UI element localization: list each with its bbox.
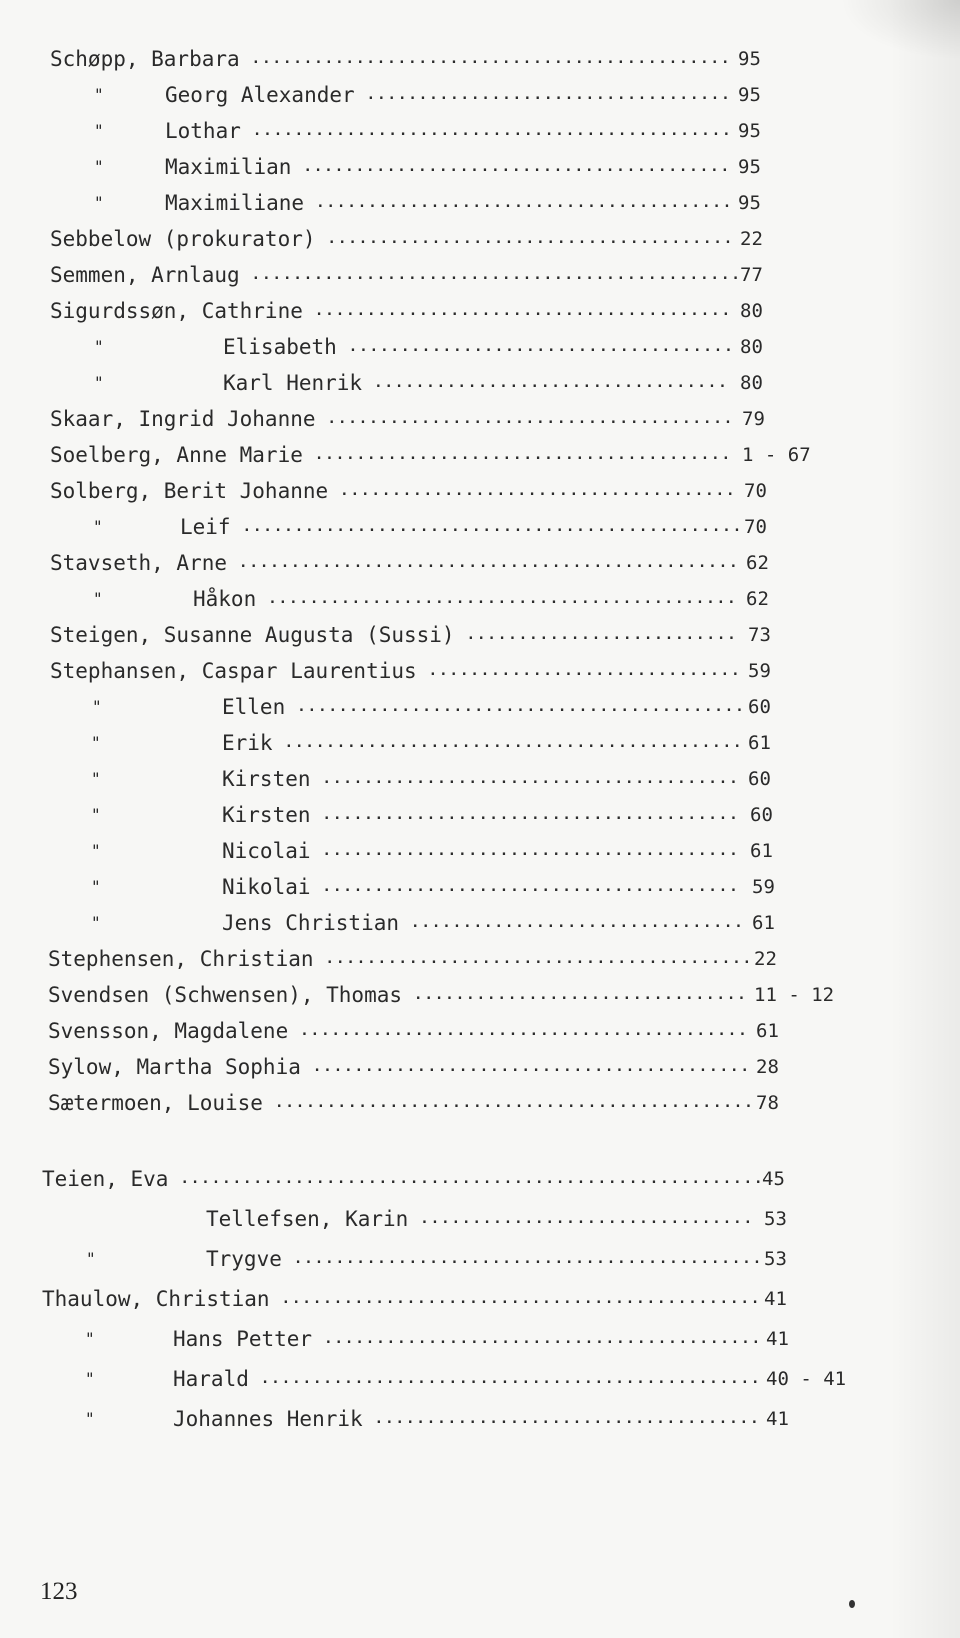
ditto-mark: " (85, 1369, 95, 1388)
entry-name: Ellen (222, 695, 286, 719)
entry-page-reference: 40 - 41 (766, 1368, 847, 1390)
entry-name: Sigurdssøn, Cathrine (50, 299, 303, 323)
entry-page-reference: 60 (748, 696, 771, 718)
dot-leader: ................................................ (260, 1371, 762, 1387)
dot-leader: ........................................ (314, 447, 733, 463)
entry-name: Maximiliane (165, 191, 305, 215)
dot-leader: ........................................ (322, 843, 740, 859)
dot-leader: ................................... (366, 87, 732, 103)
dot-leader: .......................................... (324, 1331, 763, 1347)
dot-leader: ........................................................ (180, 1171, 765, 1187)
entry-name: Skaar, Ingrid Johanne (50, 407, 316, 431)
index-entry (0, 440, 960, 470)
index-entry (0, 224, 960, 254)
index-entry (0, 1404, 960, 1434)
entry-name: Svensson, Magdalene (48, 1019, 289, 1043)
ditto-mark: " (91, 877, 101, 896)
entry-page-reference: 61 (756, 1020, 779, 1042)
ditto-mark: " (92, 697, 102, 716)
entry-name: Soelberg, Anne Marie (50, 443, 303, 467)
dot-leader: ............................................ (284, 735, 744, 751)
entry-name: Schøpp, Barbara (50, 47, 240, 71)
dot-leader: ............................................... (251, 267, 742, 283)
entry-page-reference: 60 (750, 804, 773, 826)
entry-page-reference: 61 (748, 732, 771, 754)
dot-leader: .............................................. (274, 1095, 755, 1111)
index-entry (0, 1324, 960, 1354)
entry-name: Svendsen (Schwensen), Thomas (48, 983, 403, 1007)
ditto-mark: " (91, 733, 101, 752)
dot-leader: ............................................. (293, 1251, 764, 1267)
entry-page-reference: 61 (750, 840, 773, 862)
entry-name: Sylow, Martha Sophia (48, 1055, 301, 1079)
entry-page-reference: 80 (740, 336, 763, 358)
index-entry (0, 872, 960, 902)
entry-name: Harald (173, 1367, 249, 1391)
dot-leader: ........................................ (322, 879, 740, 895)
ditto-mark: " (91, 841, 101, 860)
entry-page-reference: 77 (740, 264, 763, 286)
dot-leader: ................................ (414, 987, 748, 1003)
index-entry (0, 1244, 960, 1274)
index-entry (0, 512, 960, 542)
entry-name: Johannes Henrik (173, 1407, 363, 1431)
index-entry (0, 260, 960, 290)
index-entry (0, 980, 960, 1010)
entry-name: Jens Christian (222, 911, 400, 935)
dot-leader: .............................................. (281, 1291, 762, 1307)
index-entry (0, 764, 960, 794)
entry-page-reference: 53 (764, 1248, 787, 1270)
index-entry (0, 296, 960, 326)
entry-name: Hans Petter (173, 1327, 313, 1351)
entry-name: Lothar (165, 119, 241, 143)
entry-page-reference: 11 - 12 (754, 984, 835, 1006)
entry-page-reference: 53 (764, 1208, 787, 1230)
dot-leader: ........................................ (322, 771, 740, 787)
dot-leader: ......................................... (303, 159, 732, 175)
dot-leader: ................................ (420, 1211, 755, 1227)
dot-leader: ...................................... (340, 483, 737, 499)
entry-page-reference: 70 (744, 480, 767, 502)
entry-name: Stephansen, Caspar Laurentius (50, 659, 417, 683)
page-number: 123 (40, 1578, 78, 1605)
dot-leader: ......................................... (325, 951, 754, 967)
index-entry (0, 1204, 960, 1234)
index-entry (0, 188, 960, 218)
index-entry (0, 800, 960, 830)
dot-leader: ........................................... (300, 1023, 749, 1039)
entry-name: Tellefsen, Karin (206, 1207, 409, 1231)
index-entry (0, 728, 960, 758)
ditto-mark: " (93, 517, 103, 536)
index-entry (0, 1088, 960, 1118)
index-entry (0, 836, 960, 866)
index-entry (0, 404, 960, 434)
entry-name: Stephensen, Christian (48, 947, 314, 971)
ditto-mark: " (85, 1409, 95, 1428)
entry-name: Kirsten (222, 767, 311, 791)
index-entry (0, 908, 960, 938)
dot-leader: .............................................. (251, 51, 732, 67)
entry-page-reference: 22 (754, 948, 777, 970)
index-entry (0, 368, 960, 398)
entry-page-reference: 80 (740, 300, 763, 322)
dot-leader: ..................................... (374, 1411, 761, 1427)
entry-page-reference: 41 (764, 1288, 787, 1310)
entry-name: Teien, Eva (42, 1167, 169, 1191)
index-entry (0, 80, 960, 110)
entry-name: Georg Alexander (165, 83, 355, 107)
ditto-mark: " (91, 913, 101, 932)
entry-page-reference: 62 (746, 552, 769, 574)
ditto-mark: " (94, 157, 104, 176)
dot-leader: ........................................ (314, 303, 733, 319)
entry-page-reference: 22 (740, 228, 763, 250)
entry-name: Håkon (193, 587, 257, 611)
entry-page-reference: 45 (762, 1168, 785, 1190)
index-entry (0, 584, 960, 614)
index-entry (0, 944, 960, 974)
entry-name: Elisabeth (223, 335, 337, 359)
dot-leader: .......................... (466, 627, 738, 643)
dot-leader: ..................................... (348, 339, 735, 355)
entry-page-reference: 61 (752, 912, 775, 934)
index-entry (0, 620, 960, 650)
entry-name: Thaulow, Christian (42, 1287, 270, 1311)
entry-name: Stavseth, Arne (50, 551, 228, 575)
ditto-mark: " (94, 85, 104, 104)
dot-leader: ............................................. (268, 591, 738, 607)
ditto-mark: " (86, 1249, 96, 1268)
ink-mark (849, 1600, 855, 1608)
entry-page-reference: 95 (738, 156, 761, 178)
dot-leader: ................................................ (239, 555, 740, 571)
entry-name: Erik (222, 731, 273, 755)
dot-leader: .............................................. (252, 123, 733, 139)
index-entry (0, 152, 960, 182)
entry-name: Kirsten (222, 803, 311, 827)
ditto-mark: " (94, 373, 104, 392)
entry-page-reference: 79 (742, 408, 765, 430)
dot-leader: .......................................... (312, 1059, 751, 1075)
dot-leader: ....................................... (327, 231, 735, 247)
ditto-mark: " (93, 589, 103, 608)
dot-leader: ................................................ (242, 519, 744, 535)
ditto-mark: " (94, 193, 104, 212)
dot-leader: ....................................... (327, 411, 735, 427)
entry-page-reference: 73 (748, 624, 771, 646)
entry-name: Steigen, Susanne Augusta (Sussi) (50, 623, 455, 647)
entry-name: Semmen, Arnlaug (50, 263, 240, 287)
dot-leader: ........................................ (316, 195, 734, 211)
entry-page-reference: 59 (752, 876, 775, 898)
index-entry (0, 1016, 960, 1046)
index-entry (0, 1052, 960, 1082)
entry-page-reference: 41 (766, 1408, 789, 1430)
index-entry (0, 1284, 960, 1314)
entry-page-reference: 95 (738, 48, 761, 70)
entry-name: Leif (180, 515, 231, 539)
entry-page-reference: 62 (746, 588, 769, 610)
entry-name: Nikolai (222, 875, 311, 899)
index-entry (0, 332, 960, 362)
ditto-mark: " (94, 121, 104, 140)
dot-leader: ........................................... (297, 699, 746, 715)
dot-leader: ........................................ (322, 807, 740, 823)
ditto-mark: " (94, 337, 104, 356)
entry-name: Trygve (206, 1247, 282, 1271)
entry-name: Nicolai (222, 839, 311, 863)
entry-page-reference: 28 (756, 1056, 779, 1078)
ditto-mark: " (85, 1329, 95, 1348)
dot-leader: ................................ (411, 915, 745, 931)
index-entry (0, 44, 960, 74)
entry-page-reference: 95 (738, 192, 761, 214)
index-entry (0, 1364, 960, 1394)
entry-page-reference: 80 (740, 372, 763, 394)
index-entry (0, 116, 960, 146)
index-entry (0, 476, 960, 506)
ditto-mark: " (91, 805, 101, 824)
entry-name: Karl Henrik (223, 371, 363, 395)
index-entry (0, 692, 960, 722)
entry-name: Sætermoen, Louise (48, 1091, 263, 1115)
dot-leader: .................................. (374, 375, 729, 391)
entry-name: Sebbelow (prokurator) (50, 227, 316, 251)
index-entry (0, 1164, 960, 1194)
index-entry (0, 548, 960, 578)
entry-name: Maximilian (165, 155, 292, 179)
entry-page-reference: 41 (766, 1328, 789, 1350)
entry-page-reference: 95 (738, 120, 761, 142)
ditto-mark: " (91, 769, 101, 788)
entry-page-reference: 59 (748, 660, 771, 682)
dot-leader: .............................. (428, 663, 742, 679)
entry-page-reference: 95 (738, 84, 761, 106)
entry-page-reference: 60 (748, 768, 771, 790)
entry-page-reference: 78 (756, 1092, 779, 1114)
entry-name: Solberg, Berit Johanne (50, 479, 329, 503)
index-entry (0, 656, 960, 686)
entry-page-reference: 1 - 67 (742, 444, 811, 466)
entry-page-reference: 70 (744, 516, 767, 538)
